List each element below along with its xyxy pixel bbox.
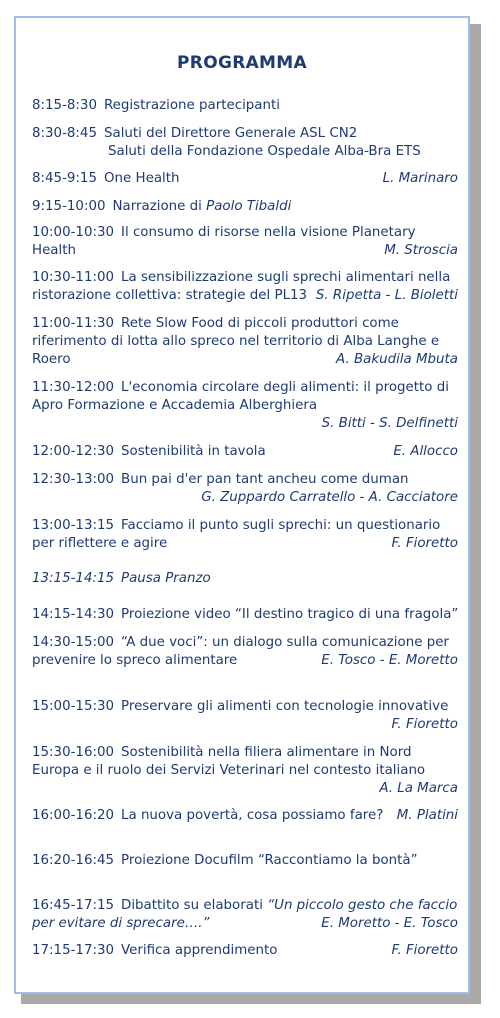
item-time: 16:45-17:15 xyxy=(32,898,115,913)
program-item xyxy=(32,198,458,216)
item-time: 11:00-11:30 xyxy=(32,316,115,331)
item-text: La nuova povertà, cosa possiamo fare? xyxy=(121,808,384,823)
program-item xyxy=(32,852,458,870)
item-text: Health xyxy=(32,243,76,258)
item-text: Facciamo il punto sugli sprechi: un questionario xyxy=(121,518,441,533)
program-item xyxy=(32,634,458,670)
speaker-name: A. Bakudila Mbuta xyxy=(336,352,458,367)
item-text: “A due voci”: un dialogo sulla comunicazione per xyxy=(121,635,449,650)
item-text: La sensibilizzazione sugli sprechi alimentari nella xyxy=(121,270,451,285)
item-text: Registrazione partecipanti xyxy=(103,98,280,113)
item-time: 10:30-11:00 xyxy=(32,270,115,285)
program-item xyxy=(32,97,458,115)
program-item xyxy=(32,897,458,933)
item-text: Pausa Pranzo xyxy=(121,571,211,586)
item-text: Verifica apprendimento xyxy=(121,943,278,958)
speaker-name: S. Bitti - S. Delfinetti xyxy=(321,416,458,431)
item-text: per riflettere e agire xyxy=(32,536,168,551)
item-quote: per evitare di sprecare….” xyxy=(32,916,210,931)
item-time: 16:00-16:20 xyxy=(32,808,115,823)
speaker-name: E. Moretto - E. Tosco xyxy=(321,916,458,931)
item-text: L'economia circolare degli alimenti: il progetto di xyxy=(121,380,449,395)
speaker-name: G. Zuppardo Carratello - A. Cacciatore xyxy=(201,490,458,505)
item-time: 12:00-12:30 xyxy=(32,444,115,459)
item-time: 16:20-16:45 xyxy=(32,853,115,868)
item-quote: “Un piccolo gesto che faccio xyxy=(267,898,458,913)
speaker-name: L. Marinaro xyxy=(382,171,458,186)
item-time: 11:30-12:00 xyxy=(32,380,115,395)
item-text: prevenire lo spreco alimentare xyxy=(32,653,238,668)
program-item xyxy=(32,224,458,260)
speaker-name: F. Fioretto xyxy=(391,717,458,732)
item-time: 17:15-17:30 xyxy=(32,943,115,958)
item-text: Sostenibilità in tavola xyxy=(121,444,266,459)
item-time: 14:30-15:00 xyxy=(32,635,115,650)
program-item xyxy=(32,942,458,960)
item-time: 15:00-15:30 xyxy=(32,699,115,714)
item-text: Saluti della Fondazione Ospedale Alba-Bra ETS xyxy=(108,144,421,159)
item-text: Il consumo di risorse nella visione Planetary xyxy=(121,225,416,240)
item-time: 12:30-13:00 xyxy=(32,472,115,487)
item-text: Proiezione Docufilm “Raccontiamo la bontà” xyxy=(121,853,418,868)
program-item xyxy=(32,379,458,433)
program-item xyxy=(32,517,458,553)
program-item xyxy=(32,570,458,588)
item-time: 8:30-8:45 xyxy=(32,126,97,141)
speaker-name: E. Allocco xyxy=(393,444,458,459)
narrator-name: Paolo Tibaldi xyxy=(206,199,292,214)
item-time: 8:15-8:30 xyxy=(32,98,97,113)
item-time: 8:45-9:15 xyxy=(32,171,97,186)
item-text: Rete Slow Food di piccoli produttori come xyxy=(121,316,399,331)
item-text: Roero xyxy=(32,352,71,367)
page-title: PROGRAMMA xyxy=(177,53,307,73)
item-text: Bun pai d'er pan tant ancheu come duman xyxy=(121,472,409,487)
speaker-name: F. Fioretto xyxy=(391,536,458,551)
program-item xyxy=(32,443,458,461)
item-text: Preservare gli alimenti con tecnologie innovative xyxy=(121,699,449,714)
program-item xyxy=(32,471,458,507)
program-card xyxy=(14,16,470,994)
item-text: Europa e il ruolo dei Servizi Veterinari nel contesto italiano xyxy=(32,763,426,778)
item-time: 15:30-16:00 xyxy=(32,745,115,760)
item-text: Proiezione video “Il destino tragico di una fragola” xyxy=(121,607,459,622)
program-item xyxy=(32,170,458,188)
program-item xyxy=(32,269,458,305)
item-time: 9:15-10:00 xyxy=(32,199,106,214)
item-text: Sostenibilità nella filiera alimentare in Nord xyxy=(121,745,412,760)
speaker-name: S. Ripetta - L. Bioletti xyxy=(315,288,458,303)
speaker-name: M. Platini xyxy=(396,808,458,823)
program-item xyxy=(32,315,458,369)
program-item xyxy=(32,807,458,825)
item-text: Apro Formazione e Accademia Alberghiera xyxy=(32,398,318,413)
speaker-name: A. La Marca xyxy=(379,781,458,796)
item-text: Saluti del Direttore Generale ASL CN2 xyxy=(103,126,358,141)
item-text: riferimento di lotta allo spreco nel territorio di Alba Langhe e xyxy=(32,334,440,349)
program-item xyxy=(32,744,458,798)
speaker-name: F. Fioretto xyxy=(391,943,458,958)
item-text: One Health xyxy=(103,171,180,186)
speaker-name: M. Stroscia xyxy=(384,243,458,258)
program-item xyxy=(32,125,458,161)
item-time: 10:00-10:30 xyxy=(32,225,115,240)
item-text: Narrazione di xyxy=(112,199,202,214)
speaker-name: E. Tosco - E. Moretto xyxy=(321,653,458,668)
item-time: 14:15-14:30 xyxy=(32,607,115,622)
program-item xyxy=(32,606,458,624)
item-time: 13:00-13:15 xyxy=(32,518,115,533)
item-text: ristorazione collettiva: strategie del PL13 xyxy=(32,288,308,303)
item-text: Dibattito su elaborati xyxy=(121,898,263,913)
program-item xyxy=(32,698,458,734)
item-time: 13:15-14:15 xyxy=(32,571,115,586)
